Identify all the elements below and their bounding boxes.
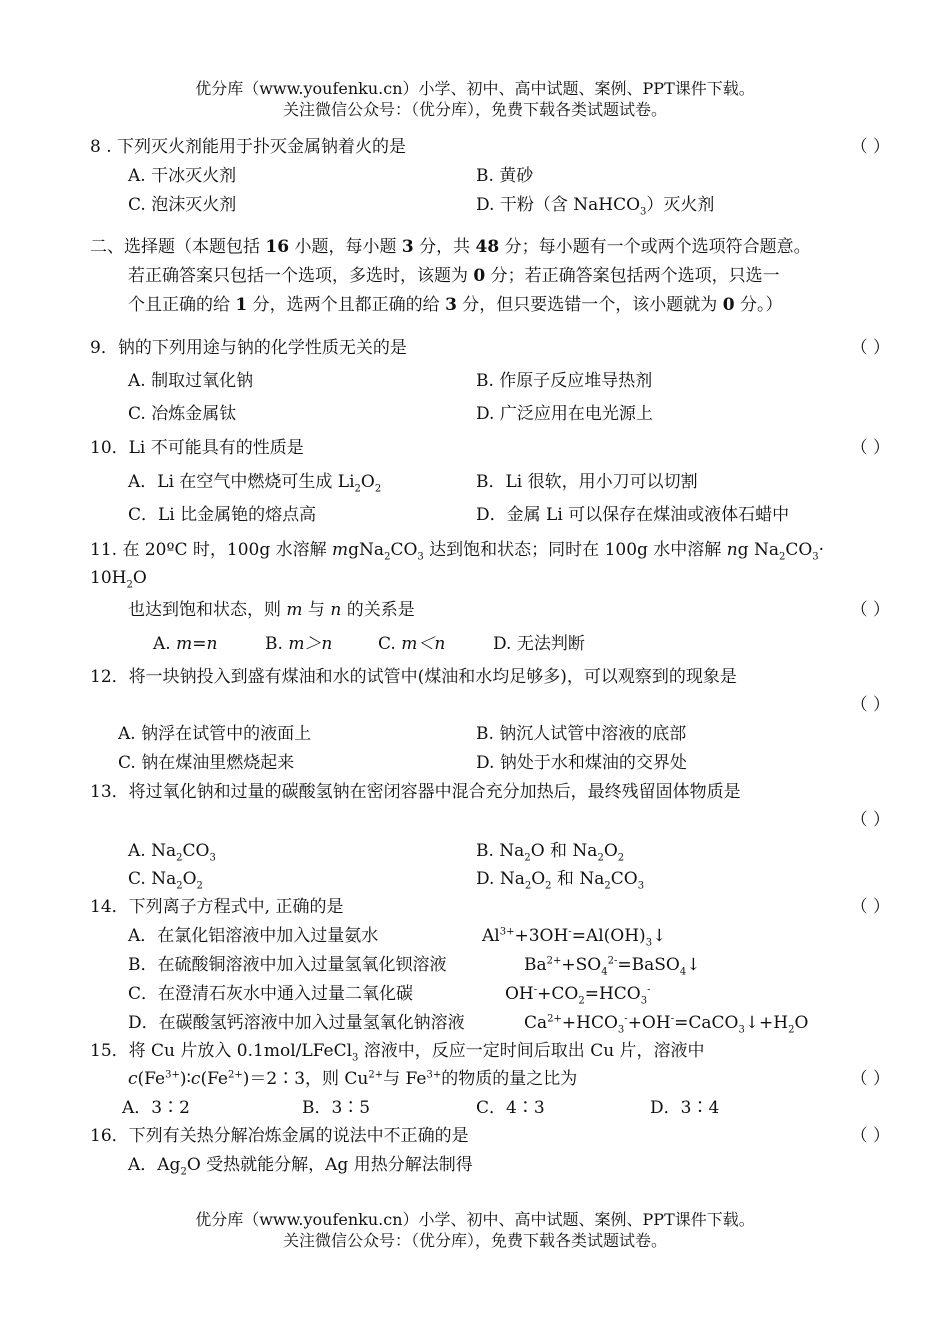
header-line-2: 关注微信公众号：（优分库），免费下载各类试题试卷。	[282, 100, 667, 119]
q10-answer-bracket: （ ）	[850, 438, 890, 458]
q16-option-a: A．$Ag_2O$ 受热就能分解，Ag 用热分解法制得	[128, 1155, 473, 1178]
q12-stem: 12．将一块钠投入到盛有煤油和水的试管中(煤油和水均足够多)，可以观察到的现象是	[90, 667, 737, 687]
section-2-instruction-line-2: 若正确答案只包括一个选项，多选时，该题为 0 分；若正确答案包括两个选项，只选一	[128, 266, 780, 286]
q12-option-d: D. 钠处于水和煤油的交界处	[476, 753, 687, 773]
q8-answer-bracket: （ ）	[850, 137, 890, 157]
section-2-instruction-line-3: 个且正确的给 1 分，选两个且都正确的给 3 分，但只要选错一个，该小题就为 0 分。）	[128, 295, 783, 315]
q13-option-d: D. $Na_2O_2$ 和 $Na_2CO_3$	[476, 869, 645, 892]
q11-option-a: A. m=n	[153, 634, 218, 654]
q13-answer-bracket: （ ）	[850, 810, 890, 830]
q10-option-c: C．Li 比金属铯的熔点高	[128, 505, 317, 525]
q8-stem: 8 . 下列灭火剂能用于扑灭金属钠着火的是	[90, 137, 407, 157]
q14-option-c-equation: $OH^-+CO_2=HCO_3^-$	[505, 984, 651, 1007]
q15-stem-line-1: 15．将 Cu 片放入 0.1mol/LFeCl$_3$ 溶液中，反应一定时间后取出 Cu 片，溶液中	[90, 1041, 705, 1064]
q11-option-c: C. m＜n	[378, 634, 446, 654]
q13-option-c: C. $Na_2O_2$	[128, 869, 203, 892]
q15-stem-line-2: $c(Fe^{3+})∶c(Fe^{2+})=2∶3$，则 $Cu^{2+}$与 $Fe^{3+}$的物质的量之比为	[128, 1069, 578, 1089]
q14-option-d-equation: $Ca^{2+}+HCO_3^-+OH^-=CaCO_3↓+H_2O$	[524, 1013, 809, 1036]
q12-option-c: C. 钠在煤油里燃烧起来	[118, 753, 295, 773]
q16-answer-bracket: （ ）	[850, 1126, 890, 1146]
q8-option-a: A. 干冰灭火剂	[128, 166, 237, 186]
q9-stem: 9．钠的下列用途与钠的化学性质无关的是	[90, 338, 407, 358]
q9-option-c: C. 冶炼金属钛	[128, 404, 237, 424]
q14-option-c-text: C．在澄清石灰水中通入过量二氧化碳	[128, 984, 414, 1004]
q13-stem: 13．将过氧化钠和过量的碳酸氢钠在密闭容器中混合充分加热后，最终残留固体物质是	[90, 782, 741, 802]
q11-answer-bracket: （ ）	[850, 600, 890, 620]
q9-option-b: B. 作原子反应堆导热剂	[476, 371, 653, 391]
q15-answer-bracket: （ ）	[850, 1069, 890, 1089]
header-line-1: 优分库（www.youfenku.cn）小学、初中、高中试题、案例、PPT课件下载。	[195, 79, 755, 98]
section-2-instruction-line-1: 二、选择题（本题包括 16 小题，每小题 3 分，共 48 分；每小题有一个或两个选项符合题意。	[90, 237, 811, 257]
q11-stem-line-1: 11. 在 20ºC 时，100g 水溶解 $mgNa_2CO_3$ 达到饱和状态；同时在 100g 水中溶解 ng $Na_2CO_3\cdot$	[90, 540, 825, 563]
q11-stem-line-2: $10H_2O$	[90, 568, 147, 591]
q13-option-b: B. $Na_2O$ 和 $Na_2O_2$	[476, 841, 625, 864]
q9-option-a: A. 制取过氧化钠	[128, 371, 254, 391]
q15-option-a: A．3∶2	[122, 1098, 190, 1118]
q14-option-b-text: B．在硫酸铜溶液中加入过量氢氧化钡溶液	[128, 955, 447, 975]
q14-option-b-equation: $Ba^{2+}+SO_4^{2-}=BaSO_4↓$	[524, 955, 701, 978]
q14-option-a-text: A．在氯化铝溶液中加入过量氨水	[128, 926, 379, 946]
q14-option-a-equation: $Al^{3+}+3OH^-=Al(OH)_3↓$	[482, 926, 667, 949]
q8-option-d: D. 干粉（含 NaHCO$_3$）灭火剂	[476, 195, 715, 218]
q15-option-b: B．3∶5	[302, 1098, 371, 1118]
q9-answer-bracket: （ ）	[850, 338, 890, 358]
footer-line-2: 关注微信公众号：（优分库），免费下载各类试题试卷。	[282, 1231, 667, 1250]
q12-answer-bracket: （ ）	[850, 695, 890, 715]
q10-option-d: D．金属 Li 可以保存在煤油或液体石蜡中	[476, 505, 790, 525]
q15-option-c: C．4∶3	[476, 1098, 545, 1118]
q8-option-c: C. 泡沫灭火剂	[128, 195, 237, 215]
q12-option-b: B. 钠沉人试管中溶液的底部	[476, 724, 687, 744]
q14-option-d-text: D．在碳酸氢钙溶液中加入过量氢氧化钠溶液	[128, 1013, 465, 1033]
q11-stem-line-3: 也达到饱和状态，则 m 与 n 的关系是	[128, 600, 415, 620]
q9-option-d: D. 广泛应用在电光源上	[476, 404, 653, 424]
q14-stem: 14．下列离子方程式中, 正确的是	[90, 897, 344, 917]
q16-stem: 16．下列有关热分解冶炼金属的说法中不正确的是	[90, 1126, 469, 1146]
q15-option-d: D．3∶4	[650, 1098, 720, 1118]
footer-line-1: 优分库（www.youfenku.cn）小学、初中、高中试题、案例、PPT课件下载。	[195, 1210, 755, 1229]
q12-option-a: A. 钠浮在试管中的液面上	[118, 724, 312, 744]
q11-option-b: B. m＞n	[265, 634, 333, 654]
q10-stem: 10．Li 不可能具有的性质是	[90, 438, 304, 458]
q10-option-a: A．Li 在空气中燃烧可生成 $Li_2O_2$	[128, 472, 382, 495]
q10-option-b: B．Li 很软，用小刀可以切割	[476, 472, 698, 492]
q11-option-d: D. 无法判断	[493, 634, 585, 654]
q13-option-a: A. $Na_2CO_3$	[128, 841, 216, 864]
q14-answer-bracket: （ ）	[850, 897, 890, 917]
q8-option-b: B. 黄砂	[476, 166, 534, 186]
